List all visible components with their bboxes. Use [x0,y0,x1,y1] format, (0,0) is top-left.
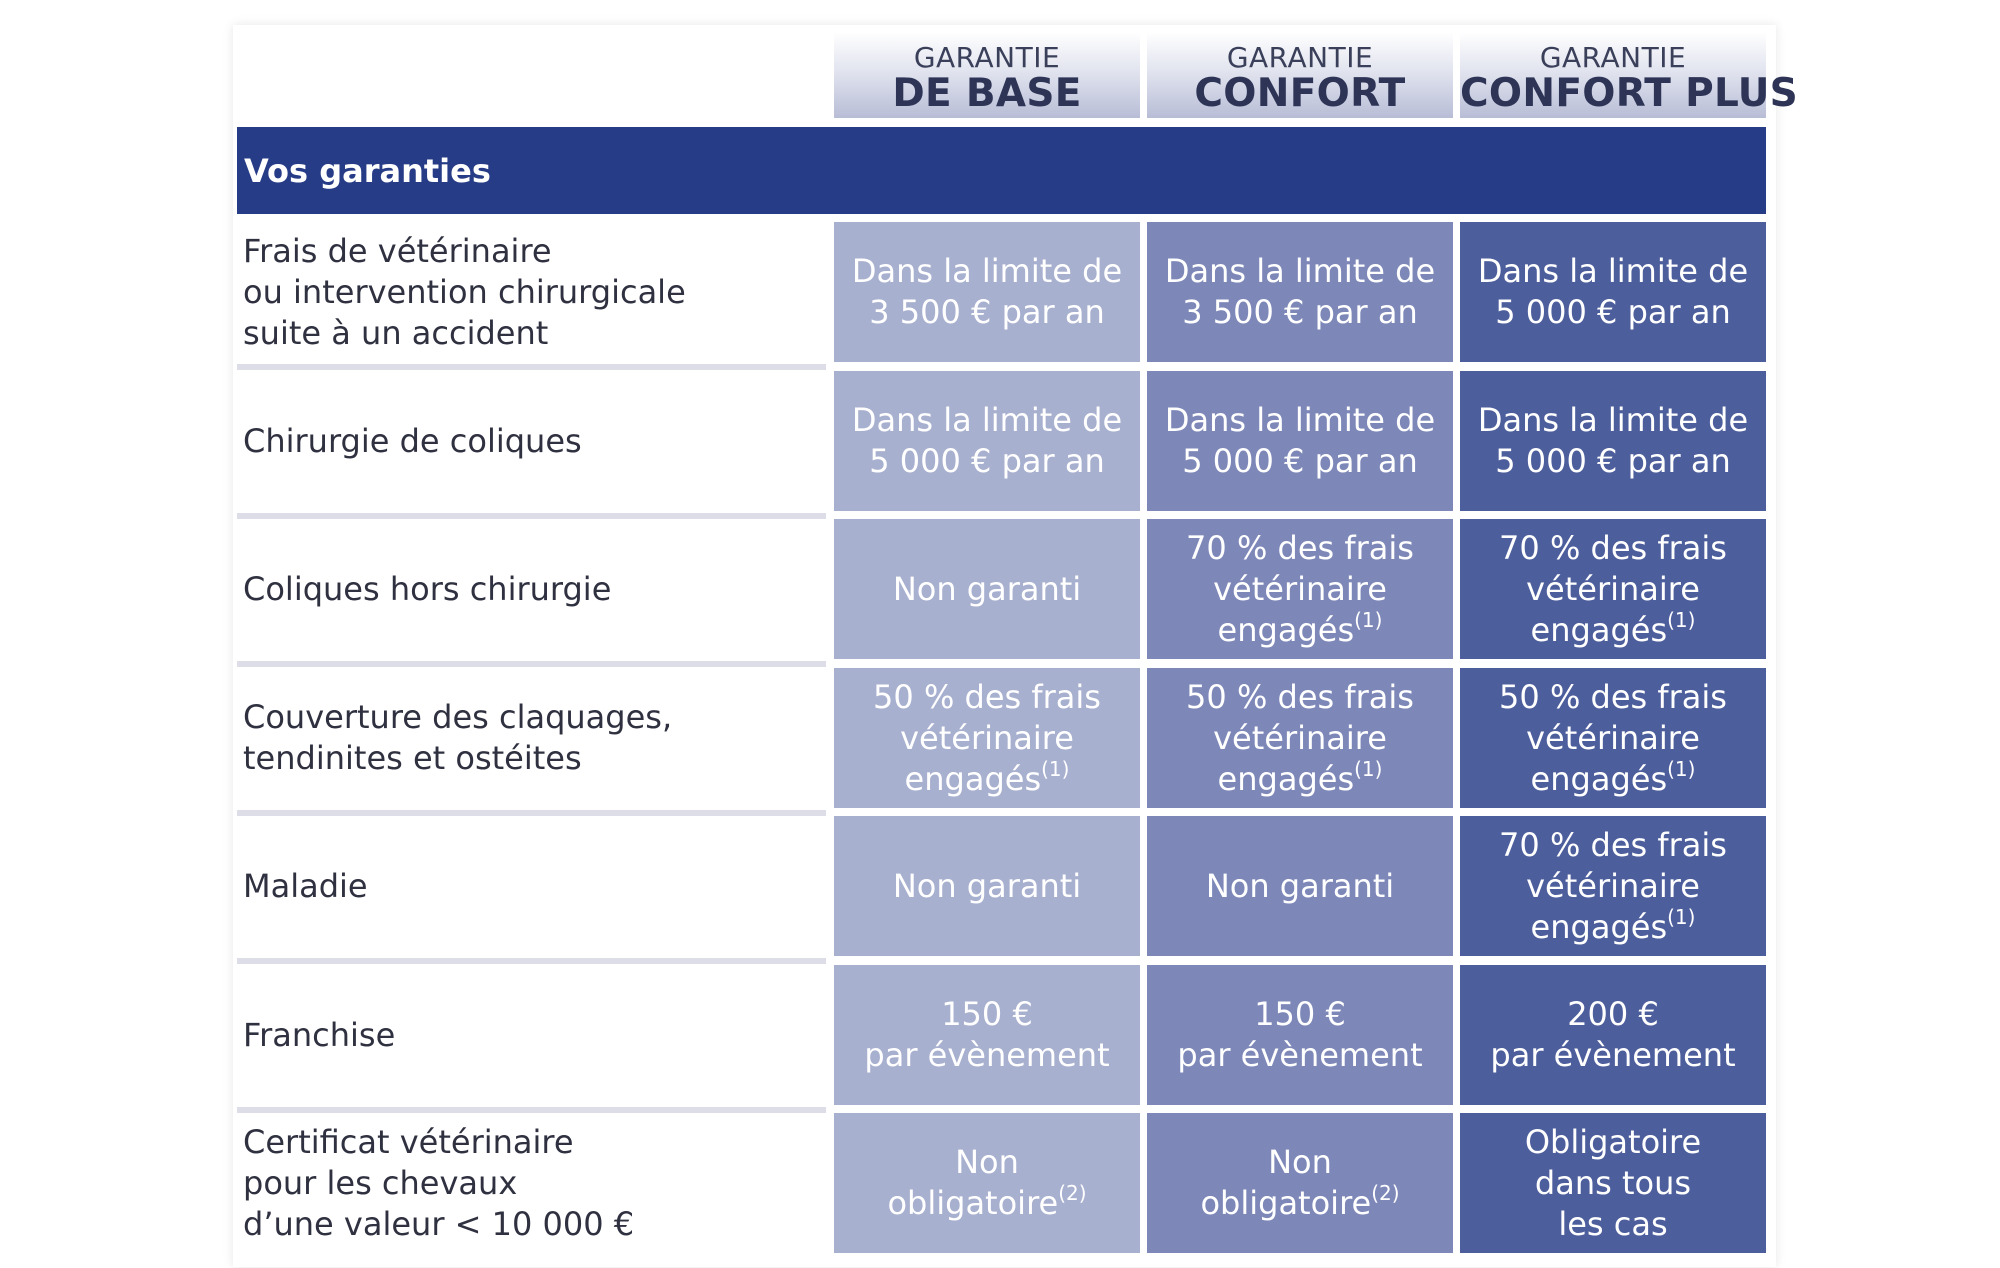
cell-line: 50 % des frais [873,677,1101,716]
table-cell [834,371,1140,511]
cell-line: engagés$^{(1)}$ [1217,607,1383,649]
table-cell [834,222,1140,362]
section-title: Vos garanties [237,127,1766,214]
cell-line: Obligatoire [1524,1122,1702,1161]
cell-text [1478,251,1748,333]
cell-line: 5 000 € par an [1182,442,1418,480]
cell-text [1165,251,1435,333]
cell-line: 70 % des frais [1499,825,1727,864]
cell-line: Non [955,1143,1019,1181]
cell-text [852,400,1122,482]
cell-line: 150 € [941,995,1033,1033]
cell-line: engagés$^{(1)}$ [1530,607,1696,649]
table-cell [834,519,1140,659]
row-label-text: Franchise [243,1015,396,1054]
row-label [243,222,823,362]
cell-text [893,866,1081,907]
footnote-marker: (1) [1354,607,1383,632]
cell-line: Non garanti [892,569,1082,608]
cell-line: 3 500 € par an [1182,293,1418,331]
cell-line: engagés$^{(1)}$ [904,756,1070,798]
cell-line: 70 % des frais [1499,528,1727,567]
footnote-marker: (1) [1041,756,1070,781]
table-cell [1460,668,1766,808]
cell-text [873,677,1101,800]
cell-line: 200 € [1567,995,1659,1033]
row-divider [237,661,826,667]
column-header-confort-plus [1460,32,1799,118]
cell-line: 5 000 € par an [1495,442,1731,480]
table-cell [834,965,1140,1105]
table-cell [1147,371,1453,511]
cell-line: dans tous [1534,1163,1692,1202]
cell-line: vétérinaire [1213,569,1387,608]
table-cell [1460,222,1766,362]
row-label [243,965,823,1105]
row-label-text: Maladie [243,866,368,905]
cell-line: vétérinaire [1213,718,1387,757]
cell-line: les cas [1558,1204,1668,1243]
cell-line: engagés$^{(1)}$ [1530,904,1696,946]
footnote-marker: (1) [1667,756,1696,781]
row-label-text: Couverture des claquages, tendinites et ostéites [243,698,673,777]
footnote-marker: (1) [1667,607,1696,632]
column-header-base [834,32,1140,118]
cell-line: 150 € [1254,995,1346,1033]
cell-line: Dans la limite de [1477,252,1749,290]
table-cell [1147,222,1453,362]
cell-line: obligatoire$^{(2)}$ [1200,1181,1400,1222]
cell-line: Dans la limite de [851,252,1123,290]
table-cell [834,668,1140,808]
table-cell [834,1113,1140,1253]
footnote-marker: (1) [1667,904,1696,929]
cell-text [1499,528,1727,651]
row-divider [237,958,826,964]
cell-text [1499,677,1727,800]
column-header-line1: GARANTIE [913,41,1061,74]
cell-text [1165,400,1435,482]
column-header-line2: DE BASE [892,71,1082,116]
cell-line: 5 000 € par an [1495,293,1731,331]
cell-line: vétérinaire [1526,718,1700,757]
cell-text [1525,1122,1701,1245]
column-header-line1: GARANTIE [1226,41,1374,74]
cell-line: Non [1268,1143,1332,1181]
row-label-text: Coliques hors chirurgie [243,569,612,608]
cell-line: 50 % des frais [1499,677,1727,716]
row-label [243,371,823,511]
table-cell [1460,519,1766,659]
cell-line: par évènement [864,1036,1110,1074]
cell-text [887,1142,1086,1224]
cell-text [1499,825,1727,948]
column-header-line2: CONFORT PLUS [1460,71,1799,116]
column-header-line2: CONFORT [1194,71,1406,116]
cell-line: 5 000 € par an [869,442,1105,480]
cell-line: engagés$^{(1)}$ [1217,756,1383,798]
table-cell [1147,816,1453,956]
footnote-marker: (2) [1371,1181,1400,1206]
cell-line: obligatoire$^{(2)}$ [887,1181,1087,1222]
table-cell [1460,816,1766,956]
table-cell [1460,965,1766,1105]
cell-line: vétérinaire [900,718,1074,757]
column-header-line1: GARANTIE [1539,41,1687,74]
cell-line: Dans la limite de [1164,401,1436,439]
cell-line: 70 % des frais [1186,528,1414,567]
cell-line: Non garanti [1205,866,1395,905]
footnote-marker: (2) [1058,1181,1087,1206]
cell-line: Dans la limite de [1164,252,1436,290]
column-header-confort [1147,32,1453,118]
cell-text [1478,400,1748,482]
row-label [243,668,823,808]
cell-line: par évènement [1177,1036,1423,1074]
table-cell [1147,668,1453,808]
cell-line: vétérinaire [1526,569,1700,608]
cell-text [893,569,1081,610]
cell-line: Dans la limite de [851,401,1123,439]
cell-text [852,251,1122,333]
cell-line: Dans la limite de [1477,401,1749,439]
cell-text [1490,994,1735,1076]
table-cell [1147,1113,1453,1253]
cell-text [1200,1142,1399,1224]
cell-text [1206,866,1394,907]
table-cell [1460,1113,1766,1253]
footnote-marker: (1) [1354,756,1383,781]
row-divider [237,364,826,370]
cell-line: 50 % des frais [1186,677,1414,716]
row-label [243,816,823,956]
row-label [243,1113,823,1253]
table-cell [1147,965,1453,1105]
row-label [243,519,823,659]
cell-line: Non garanti [892,866,1082,905]
row-label-text: Chirurgie de coliques [243,421,582,460]
row-label-text: Certificat vétérinaire pour les chevaux d’une valeur < 10 000 € [243,1122,635,1243]
table-cell [1460,371,1766,511]
cell-line: vétérinaire [1526,866,1700,905]
cell-line: engagés$^{(1)}$ [1530,756,1696,798]
cell-text [1186,677,1414,800]
row-label-text: Frais de vétérinaire ou intervention chirurgicale suite à un accident [243,231,686,352]
cell-text [1177,994,1422,1076]
cell-line: par évènement [1490,1036,1736,1074]
cell-text [1186,528,1414,651]
table-cell [1147,519,1453,659]
cell-text [864,994,1109,1076]
table-cell [834,816,1140,956]
cell-line: 3 500 € par an [869,293,1105,331]
